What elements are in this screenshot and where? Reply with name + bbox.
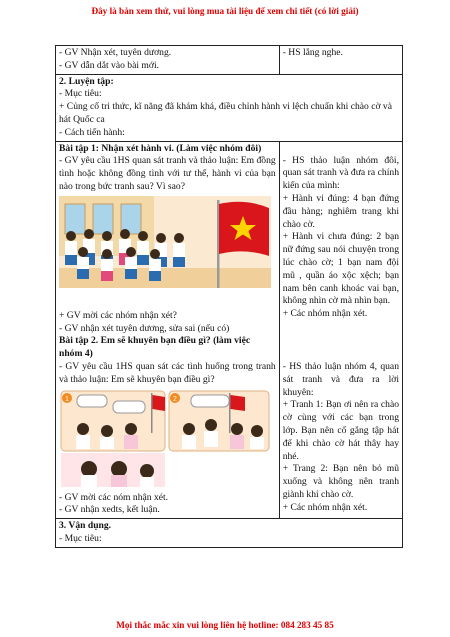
preview-banner: Đây là bản xem thử, vui lòng mua tài liệu để xem chi tiết (có lời giải) xyxy=(91,6,359,16)
exercise-description: - GV yêu cầu 1HS quan sát các tình huống trong tranh và thảo luận: Em sẽ khuyên bạn điều gì? xyxy=(59,360,276,385)
panel-number: 1 xyxy=(65,395,69,403)
text-line: + GV mời các nhóm nhận xét? xyxy=(59,309,177,321)
text-line: - Cách tiến hành: xyxy=(59,126,125,138)
text-line: + Hành vi đúng: 4 bạn đứng đầu hàng; nghiêm trang khi chào cờ. xyxy=(282,192,399,230)
section-title: 3. Vận dụng. xyxy=(59,520,112,532)
right-cell xyxy=(279,46,402,75)
table-row xyxy=(56,519,403,548)
lesson-table xyxy=(55,45,403,548)
text-line: - GV nhận xét tuyên dương, sửa sai (nếu có) xyxy=(59,322,230,334)
exercise-description: - GV yêu cầu 1HS quan sát tranh và thảo luận: Em đồng tình hoặc không đồng tình với tư thế, hành vi của bạn nào trong bức tranh sau? Vì sao? xyxy=(59,155,276,192)
section-cell xyxy=(56,74,403,141)
text-line: - HS lắng nghe. xyxy=(282,47,343,58)
table-row xyxy=(56,141,403,519)
exercise-title: Bài tập 1: Nhận xét hành vi. (Làm việc nhóm đôi) xyxy=(59,142,262,154)
text-line: - HS thảo luận nhóm 4, quan sát tranh và đưa ra lời khuyên: xyxy=(282,360,399,398)
teacher-activities-cell xyxy=(56,141,280,519)
text-line: - GV dẫn dắt vào bài mới. xyxy=(59,59,160,71)
text-line: - Mục tiêu: xyxy=(59,532,102,544)
advice-situations-illustration xyxy=(59,389,271,489)
text-line: + Hành vi chưa đúng: 2 bạn nữ đứng sau nói chuyện trong lúc chào cờ; 1 bạn nam đội mũ , quần áo xộc xệch; bạn nam bên canh khoác vai bạn, không nhìn cờ mà nhìn bạn. xyxy=(282,231,399,307)
text-line: - GV Nhận xét, tuyên dương. xyxy=(59,47,172,58)
text-line: - HS thảo luận nhóm đôi, quan sát tranh và đưa ra chính kiến của mình: xyxy=(282,154,399,192)
left-cell xyxy=(56,46,280,75)
text-line: + Tranh 1: Bạn ơi nên ra chào cờ cùng với các bạn trong lớp. Bạn nên cố gắng tập hát để khi chào cờ hát thây hay nhé. xyxy=(282,399,399,462)
table-row xyxy=(56,74,403,141)
text-line: + Các nhóm nhận xét. xyxy=(282,308,368,320)
panel-number: 2 xyxy=(173,395,177,403)
section-title: 2. Luyện tập: xyxy=(59,75,114,87)
text-line: + Các nhóm nhận xét. xyxy=(282,501,368,513)
text-line: - GV mời các nóm nhận xét. xyxy=(59,491,169,503)
section-cell xyxy=(56,519,403,548)
text-line: - Mục tiêu: xyxy=(59,88,102,100)
exercise-title: Bài tập 2. Em sẽ khuyên bạn điều gì? (làm việc nhóm 4) xyxy=(59,335,251,360)
table-row xyxy=(56,46,403,75)
flag-salute-illustration xyxy=(59,196,271,288)
student-activities-cell xyxy=(279,141,402,519)
text-line: - GV nhận xedts, kết luận. xyxy=(59,504,160,516)
text-line: + Trang 2: Bạn nên bỏ mũ xuống và không nên tranh giành khi chào cờ. xyxy=(282,463,399,500)
hotline-banner: Mọi thắc mắc xin vui lòng liên hệ hotline: 084 283 45 85 xyxy=(116,620,334,630)
text-line: + Củng cố tri thức, kĩ năng đã khám khá, điều chỉnh hành vi lệch chuẩn khi chào cờ và hát Quốc ca xyxy=(59,101,392,125)
